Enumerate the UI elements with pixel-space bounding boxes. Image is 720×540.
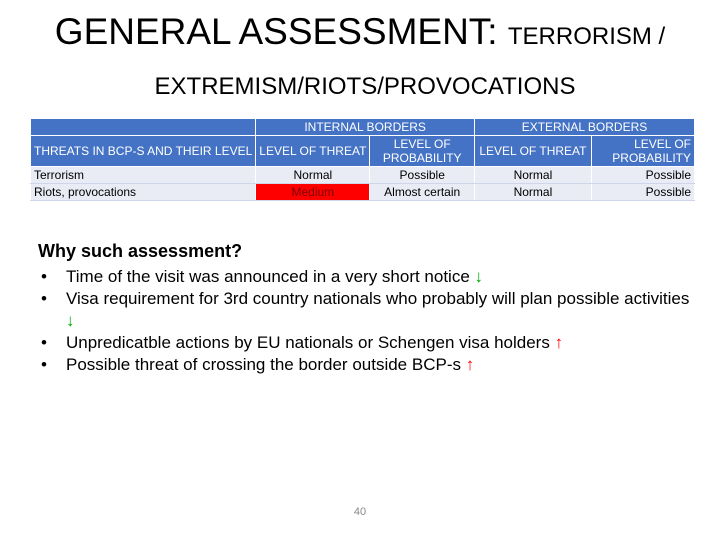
table-row xyxy=(31,184,695,201)
external-probability: Possible xyxy=(591,167,694,184)
table-header-row-1 xyxy=(31,119,695,136)
external-threat-level: Normal xyxy=(474,184,591,201)
internal-borders-header: INTERNAL BORDERS xyxy=(256,119,475,136)
table-row xyxy=(31,167,695,184)
external-level-of-threat-header: LEVEL OF THREAT xyxy=(474,136,591,167)
arrow-up-icon: ↑ xyxy=(554,333,564,352)
table-header-row-2 xyxy=(31,136,695,167)
header-empty xyxy=(31,119,256,136)
page-number: 40 xyxy=(353,506,367,518)
external-threat-level: Normal xyxy=(474,167,591,184)
external-probability: Possible xyxy=(591,184,694,201)
internal-level-of-threat-header: LEVEL OF THREAT xyxy=(256,136,370,167)
why-heading: Why such assessment? xyxy=(38,241,243,261)
list-item xyxy=(38,288,698,332)
internal-threat-level: Medium xyxy=(256,184,370,201)
threats-header: THREATS IN BCP-S AND THEIR LEVEL xyxy=(31,136,256,167)
internal-probability: Possible xyxy=(370,167,475,184)
reason-list xyxy=(38,266,698,376)
point-text: Unpredicatble actions by EU nationals or Schengen visa holders xyxy=(66,333,555,352)
threat-name: Terrorism xyxy=(31,167,256,184)
arrow-down-icon: ↓ xyxy=(474,267,484,286)
external-borders-header: EXTERNAL BORDERS xyxy=(474,119,694,136)
arrow-up-icon: ↑ xyxy=(465,355,475,374)
point-text: Possible threat of crossing the border outside BCP-s xyxy=(66,355,466,374)
title-main: GENERAL ASSESSMENT: xyxy=(54,11,508,52)
point-text: Time of the visit was announced in a very short notice xyxy=(66,267,475,286)
slide-title-line1 xyxy=(0,10,720,59)
slide-title-line2: EXTREMISM/RIOTS/PROVOCATIONS xyxy=(154,73,576,100)
external-level-of-probability-header xyxy=(591,136,694,167)
arrow-down-icon: ↓ xyxy=(66,311,75,330)
title-small: TERRORISM / xyxy=(507,23,666,50)
list-item xyxy=(38,354,698,376)
prob-label-1: LEVEL OF xyxy=(393,137,451,151)
internal-threat-level: Normal xyxy=(256,167,370,184)
prob-label-2: PROBABILITY xyxy=(382,151,462,165)
threat-name: Riots, provocations xyxy=(31,184,256,201)
internal-level-of-probability-header xyxy=(370,136,475,167)
list-item xyxy=(38,266,698,288)
prob-label-2: PROBABILITY xyxy=(612,151,691,165)
point-text: Visa requirement for 3rd country nationals who probably will plan possible activities xyxy=(66,289,690,308)
prob-label-1: LEVEL OF xyxy=(634,137,691,151)
list-item xyxy=(38,332,698,354)
internal-probability: Almost certain xyxy=(370,184,475,201)
assessment-table xyxy=(30,118,695,201)
